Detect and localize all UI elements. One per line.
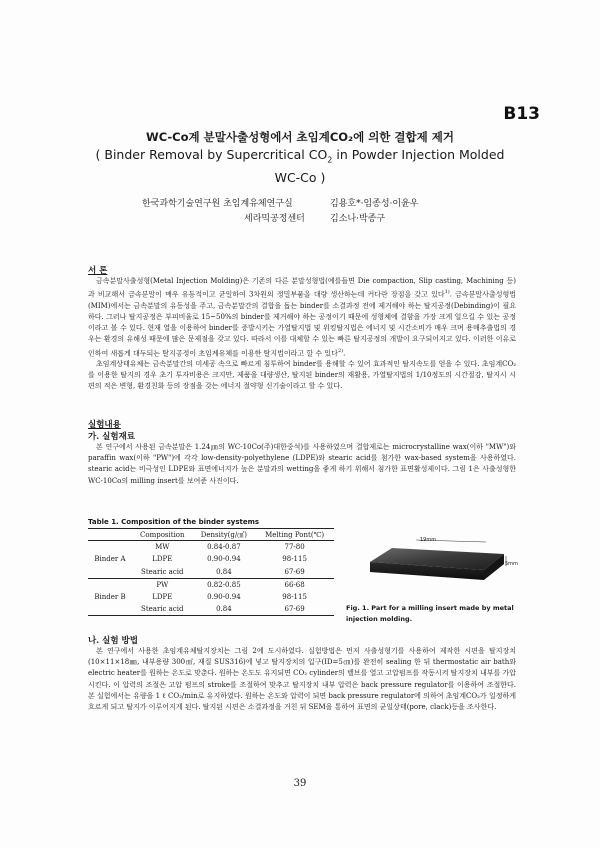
table-header-row [88,529,334,541]
title-korean: WC-Co계 분말사출성형에서 초임계CO₂에 의한 결합제 제거 [146,130,454,144]
table-cell: 0.90-0.94 [207,555,241,564]
affiliation-2: 세라믹공정센터 [244,214,305,224]
section-heading-experiment: 실험내용 [88,420,121,430]
table-header-melting: Melting Pont(℃) [265,530,325,539]
table-cell: 66-68 [284,580,305,589]
table-group-a [88,541,334,578]
table-cell: 0.82-0.85 [207,580,241,589]
method-body [88,646,516,713]
title-english-subscript: 2 [327,155,333,165]
table-cell: Stearic acid [141,567,184,576]
materials-paragraph: 본 연구에서 사용된 금속분말은 1.24㎛의 WC-10Co(주)대한중석)를 사용하였으며 결합제로는 microcrystalline wax(이하 "MW")와 paraffin wax(이하 "PW")에 각각 low-density-polyethylene (LDPE)와 stearic acid를 첨가한 wax-based system을 사용하였다. stearic acid는 비극성인 LDPE와 표면에너지가 높은 분말과의 wetting을 좋게 하기 위해서 첨가한 표면활성제이다. 그림 1은 사출성형한 WC-10Co의 milling insert를 보여준 사진이다. [88,443,516,485]
table-group-b [88,578,334,615]
table-cell: 0.84 [216,604,232,613]
table-cell: LDPE [152,555,173,564]
author-names-2: 김소나·박종구 [330,214,386,224]
table-cell: LDPE [152,592,173,601]
intro-paragraph-2: 초임계상태유체는 금속분말간의 미세공 속으로 빠르게 침투하여 binder를 용해할 수 있어 효과적인 탈지속도를 얻을 수 있다. 초임계CO₂를 이용한 탈지의 경우 초기 투자비용은 크지만, 제품을 대량생산, 탈지된 binder의 재활용, 가열탈지법의 1/10정도의 시간절감, 탈지시 시편의 적은 변형, 환경친화 등의 장점을 갖는 에너지 절약형 신기술이라고 할 수 있다. [88,360,516,391]
table-cell: PW [156,580,169,589]
table-cell: 98-115 [282,555,307,564]
table-group-label: Binder B [94,592,126,601]
subsection-method: 나. 실험 방법 [88,636,138,646]
table-header-density: Density(g/㎤) [200,530,247,539]
subsection-materials: 가. 실험재료 [88,432,135,442]
table-cell: Stearic acid [141,604,184,613]
title-english-part1: ( Binder Removal by Supercritical CO [95,147,328,162]
dimension-thickness-label: 5mm [505,561,518,567]
table-cell: MW [155,543,170,552]
title-english-line2: WC-Co ) [274,169,326,185]
materials-body [88,442,516,487]
abstract-code: B13 [503,104,540,124]
intro-body [88,276,516,393]
dimension-length-label: 19mm [420,537,437,543]
table-cell: 0.84-0.87 [207,543,241,552]
table-row [88,578,334,590]
section-heading-intro: 서 론 [88,266,108,276]
figure-caption: Fig. 1. Part for a milling insert made by metal injection molding. [346,604,514,623]
table-cell: 0.84 [216,567,232,576]
author-names-1: 김용호*·임종성·이윤우 [330,199,419,209]
table-cell: 77-80 [284,543,305,552]
intro-paragraph-1: 금속분말사출성형(Metal Injection Molding)은 기존의 다른 분말성형법(예를들면 Die compaction, Slip casting, Machining 등)과 비교해서 금속분말이 매우 유동적이고 균일하여 3차원의 정밀부품을 대량 생산하는데 커다란 장점을 갖고 있다$^{1)}$. 금속분말사출성형법(MIM)에서는 금속분말의 유동성을 주고, 금속분말간의 결합을 돕는 binder를 소결과정 전에 제거해야 하는 탈지공정(Debinding)이 필요하다. 그러나 탈지공정은 부피비율로 15~50%의 binder를 제거해야 하는 공정이기 때문에 성형체에 결함을 가장 크게 일으킬 수 있는 공정이라고 볼 수 있다. 현재 열을 이용하여 binder를 증발시키는 가열탈지법 및 위킹탈지법은 에너지 및 시간소비가 매우 크며 용매추출법의 경우는 환경의 유해성 때문에 많은 문제점을 갖고 있다. 따라서 이를 대체할 수 있는 빠른 탈지공정의 개발이 요구되어지고 있다. 이러한 이유로 인하여 새롭게 대두되는 탈지공정이 초임계유체를 이용한 탈지법이라고 할 수 있다$^{2)}$. [88,277,516,357]
table-cell: 67-69 [284,604,305,613]
binder-composition-table [88,528,334,616]
table-header-empty [88,529,132,541]
title-english-part2: in Powder Injection Molded [332,147,505,162]
table-caption: Table 1. Composition of the binder systems [88,518,260,526]
table-cell: 98-115 [282,592,307,601]
table-group-label: Binder A [94,555,126,564]
table-cell: 67-69 [284,567,305,576]
affiliation-1: 한국과학기술연구원 초임계유체연구실 [142,199,293,209]
table-header-composition: Composition [140,530,185,539]
table-cell: 0.90-0.94 [207,592,241,601]
page-number: 39 [293,778,307,789]
method-paragraph: 본 연구에서 사용한 초임계유체탈지장치는 그림 2에 도시하였다. 실험방법은 먼저 사출성형기를 사용하여 제작한 시편을 탈지장치(10×11×18㎜, 내부용량 300㎤, 재질 SUS316)에 넣고 탈지장치의 입구(ID=5㎝)를 완전히 sealing 한 뒤 thermostatic air bath와 electric heater를 원하는 온도로 맞춘다. 원하는 온도도 유지되면 CO₂ cylinder의 밸브를 열고 고압펌프를 작동시켜 탈지장치 내부를 가압 시킨다. 이 압력의 조절은 고압 펌프의 stroke를 조절하여 맞추고 탈지장치 내부 압력은 back pressure regulator를 이용하여 조절한다. 본 실험에서는 유량을 1 ℓ CO₂/min로 유지하였다. 원하는 온도와 압력이 되면 back pressure regulator에 의하여 초임계CO₂가 일정하게 흐르게 되고 탈지가 이루어지게 된다. 탈지된 시편은 소결과정을 거친 뒤 SEM을 통하여 표면의 균일상태(pore, clack)등을 조사한다. [88,647,516,712]
table-row [88,541,334,553]
title-english [80,146,520,186]
